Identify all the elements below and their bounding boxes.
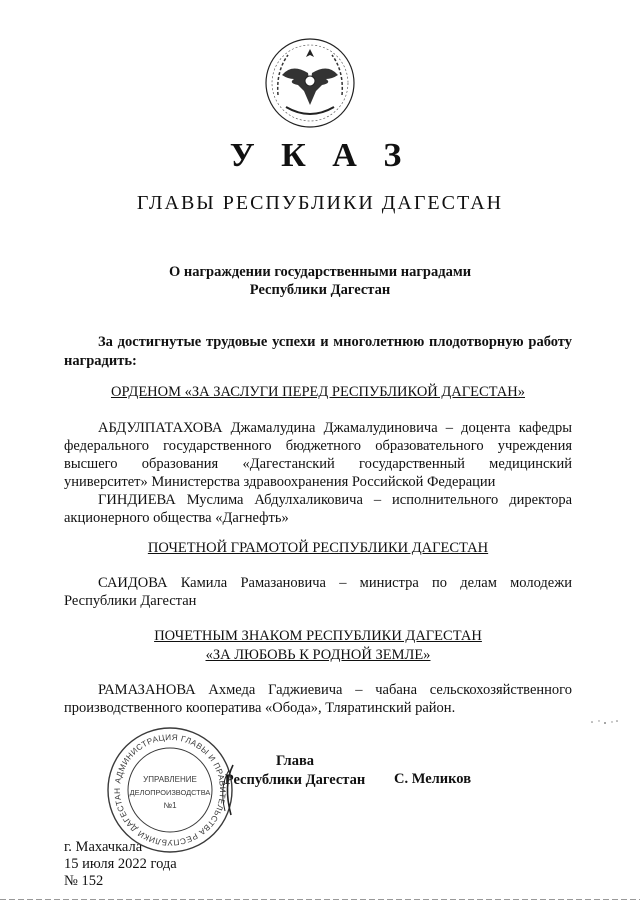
recipient-text: РАМАЗАНОВА Ахмеда Гаджиевича – чабана сельскохозяйственного производственного кооператива «Обода», Тляратинский район. bbox=[64, 682, 572, 716]
decree-subject bbox=[120, 263, 520, 299]
scan-specks bbox=[590, 718, 620, 726]
award-title bbox=[64, 383, 572, 402]
recipient-text: АБДУЛПАТАХОВА Джамалудина Джамалудиновича – доцента кафедры федерального государственного бюджетного образовательного учреждения высшего образования «Дагестанский государственный медицинский университет» Министерства здравоохранения Российской Федерации bbox=[64, 420, 572, 490]
recipient-entry bbox=[64, 419, 572, 527]
subject-line-2: Республики Дагестан bbox=[249, 282, 391, 298]
stamp-ring-text: АДМИНИСТРАЦИЯ ГЛАВЫ И ПРАВИТЕЛЬСТВА РЕСПУБЛИКИ ДАГЕСТАН bbox=[112, 732, 228, 848]
decree-number: № 152 bbox=[64, 873, 104, 889]
stamp-line-2: ДЕЛОПРОИЗВОДСТВА bbox=[129, 788, 211, 797]
signatory-role-line-1: Глава bbox=[275, 753, 315, 769]
stamp-line-3: №1 bbox=[163, 801, 177, 810]
award-title bbox=[64, 627, 572, 665]
document-title: У К А З bbox=[229, 137, 411, 174]
subject-line-1: О награждении государственными наградами bbox=[168, 264, 472, 280]
scan-bottom-edge bbox=[0, 898, 640, 901]
signatory-role-line-2: Республики Дагестан bbox=[224, 772, 366, 788]
decree-intro: За достигнутые трудовые успехи и многолетнюю плодотворную работу наградить: bbox=[64, 334, 572, 369]
issue-date: 15 июля 2022 года bbox=[64, 856, 177, 872]
recipient-entry bbox=[64, 574, 572, 610]
official-stamp bbox=[105, 725, 235, 855]
award-title-line: ПОЧЕТНОЙ ГРАМОТОЙ РЕСПУБЛИКИ ДАГЕСТАН bbox=[147, 540, 489, 556]
award-title-line: ПОЧЕТНЫМ ЗНАКОМ РЕСПУБЛИКИ ДАГЕСТАН bbox=[154, 628, 482, 644]
stamp-line-1: УПРАВЛЕНИЕ bbox=[143, 775, 197, 784]
recipient-text: САИДОВА Камила Рамазановича – министра по делам молодежи Республики Дагестан bbox=[64, 575, 572, 609]
award-title-line: ОРДЕНОМ «ЗА ЗАСЛУГИ ПЕРЕД РЕСПУБЛИКОЙ ДАГЕСТАН» bbox=[110, 384, 525, 400]
award-title-line: «ЗА ЛЮБОВЬ К РОДНОЙ ЗЕМЛЕ» bbox=[205, 647, 431, 663]
document-subtitle: ГЛАВЫ РЕСПУБЛИКИ ДАГЕСТАН bbox=[136, 192, 504, 214]
coat-of-arms-emblem bbox=[262, 35, 358, 131]
issue-city: г. Махачкала bbox=[64, 839, 143, 855]
signatory-name: С. Меликов bbox=[394, 771, 472, 787]
recipient-entry bbox=[64, 681, 572, 717]
recipient-text: ГИНДИЕВА Муслима Абдулхаликовича – исполнительного директора акционерного общества «Дагнефть» bbox=[64, 492, 572, 526]
signatory-role bbox=[215, 752, 375, 790]
award-title bbox=[64, 539, 572, 558]
